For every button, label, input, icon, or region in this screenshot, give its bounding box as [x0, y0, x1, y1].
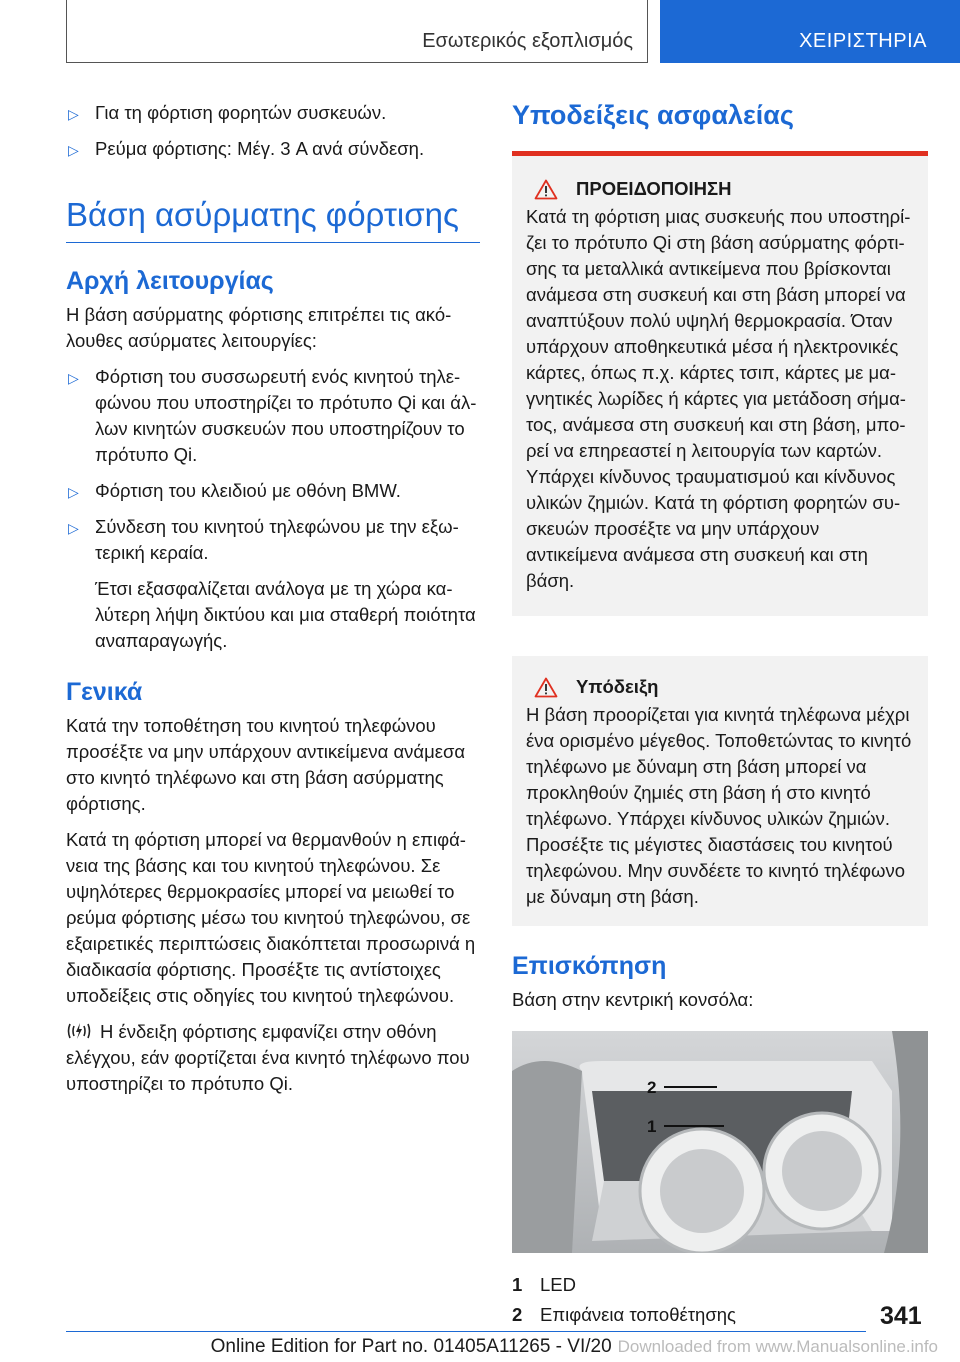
general-paragraph-2: Κατά τη φόρτιση μπορεί να θερμανθούν η επιφάνεια της βάσης και του κινητού τηλεφώνου. Σε υψηλότερες θερμοκρασίες μπορεί να μειωθεί το ρεύμα φόρτισης μέσω του κινητού τηλεφώνου, σε εξαιρετικές περιπτώσεις διακόπτεται προσωρινά η διαδικασία φόρτισης. Προσέξτε τις αντίστοιχες υποδείξεις στις οδηγίες του κινητού τηλεφώνου.: [66, 829, 476, 1006]
header-chapter-title: ΧΕΙΡΙΣΤΗΡΙΑ: [799, 30, 927, 52]
overview-heading: Επισκόπηση: [512, 952, 667, 980]
warning-text: Κατά τη φόρτιση μιας συσκευής που υποστηρίζει το πρότυπο Qi στη βάση ασύρματης φόρτισης τα μεταλλικά αντικείμενα που βρίσκονται ανάμεσα στη συσκευή και στη βάση μπορεί να αναπτύξουν πολύ υψηλή θερμοκρασία. Όταν υπάρχουν αποθηκευτικά μέσα ή ηλεκτρονικές κάρτες, όπως π.χ. κάρτες τσιπ, κάρτες με μαγνητικές λωρίδες ή κάρτες για μετάδοση σήματος, ανάμεσα στη συσκευή και στη βάση, μπορεί να επηρεαστεί η λειτουργία των καρτών. Υπάρχει κίνδυνος τραυματισμού και κίνδυνος υλικών ζημιών. Κατά τη φόρτιση φορητών συσκευών προσέξτε να μην υπάρχουν αντικείμενα ανάμεσα στη συσκευή και στη βάση.: [526, 206, 911, 591]
list-item: ▷ Ρεύμα φόρτισης: Μέγ. 3 A ανά σύνδεση.: [66, 136, 480, 162]
left-column: [66, 100, 480, 1107]
footer-watermark: Downloaded from www.Manualsonline.info: [617, 1337, 938, 1356]
overview-text: Βάση στην κεντρική κονσόλα:: [512, 989, 754, 1010]
list-item: ▷ Φόρτιση του κλειδιού με οθόνη BMW.: [66, 478, 480, 504]
bullet-triangle-icon: ▷: [68, 370, 79, 386]
general-heading: Γενικά: [66, 678, 143, 706]
page-title: Βάση ασύρματης φόρτισης: [66, 196, 480, 243]
warning-box: [512, 151, 928, 616]
legend-item: 2 Επιφάνεια τοποθέτησης: [512, 1304, 736, 1325]
safety-heading: Υποδείξεις ασφαλείας: [512, 100, 794, 130]
principle-intro: Η βάση ασύρματης φόρτισης επιτρέπει τις ακόλουθες ασύρματες λειτουργίες:: [66, 304, 452, 351]
list-item: ▷ Σύνδεση του κινητού τηλεφώνου με την εξωτερική κεραία.: [68, 516, 459, 563]
footer-divider: [66, 1331, 866, 1332]
header-chapter-tab: [660, 0, 960, 63]
warning-triangle-icon: [534, 179, 558, 200]
page-number: 341: [880, 1302, 922, 1330]
console-photo: [512, 1031, 928, 1253]
warning-title: ΠΡΟΕΙΔΟΠΟΙΗΣΗ: [576, 178, 732, 199]
note-title: Υπόδειξη: [576, 676, 659, 697]
callout-label: 2: [647, 1078, 657, 1097]
note-text: Η βάση προορίζεται για κινητά τηλέφωνα μέχρι ένα ορισμένο μέγεθος. Τοποθετώντας το κινητό τηλέφωνο με δύναμη στη βάση μπορεί να προκληθούν ζημιές στη βάση ή στο κινητό τηλέφωνο. Υπάρχει κίνδυνος υλικών ζημιών. Προσέξτε τις μέγιστες διαστάσεις του κινητού τηλεφώνου. Μην συνδέετε το κινητό τηλέφωνο με δύναμη στη βάση.: [526, 704, 912, 907]
callout-label: 1: [647, 1117, 657, 1136]
bullet-triangle-icon: ▷: [68, 484, 79, 500]
principle-note: Έτσι εξασφαλίζεται ανάλογα με τη χώρα καλύτερη λήψη δικτύου και μια σταθερή ποιότητα αναπαραγωγής.: [95, 578, 476, 651]
principle-heading: Αρχή λειτουργίας: [66, 267, 274, 295]
right-column: [512, 100, 928, 1332]
bullet-triangle-icon: ▷: [68, 520, 79, 536]
legend-item: 1 LED: [512, 1274, 576, 1295]
warning-triangle-icon: [534, 677, 558, 698]
bullet-triangle-icon: ▷: [68, 142, 79, 158]
list-item: ▷ Φόρτιση του συσσωρευτή ενός κινητού τηλεφώνου που υποστηρίζει το πρότυπο Qi και άλλων κινητών συσκευών που υποστηρίζουν το πρότυπο Qi.: [68, 366, 477, 465]
bullet-triangle-icon: ▷: [68, 106, 79, 122]
header-section-title: Εσωτερικός εξοπλισμός: [422, 30, 633, 52]
charging-indicator-icon: [66, 1021, 92, 1041]
general-paragraph-1: Κατά την τοποθέτηση του κινητού τηλεφώνου προσέξτε να μην υπάρχουν αντικείμενα ανάμεσα στο κινητό τηλέφωνο και στη βάση ασύρματης φόρτισης.: [66, 715, 466, 814]
general-paragraph-3: Η ένδειξη φόρτισης εμφανίζει στην οθόνη ελέγχου, εάν φορτίζεται ένα κινητό τηλέφωνο που υποστηρίζει το πρότυπο Qi.: [66, 1021, 470, 1094]
list-item: ▷ Για τη φόρτιση φορητών συσκευών.: [66, 100, 480, 126]
footer-edition: Online Edition for Part no. 01405A11265 - VI/20 Downloaded from www.Manualsonline.info: [210, 1336, 938, 1357]
note-box: [512, 656, 928, 926]
header-section-box: [66, 0, 648, 63]
